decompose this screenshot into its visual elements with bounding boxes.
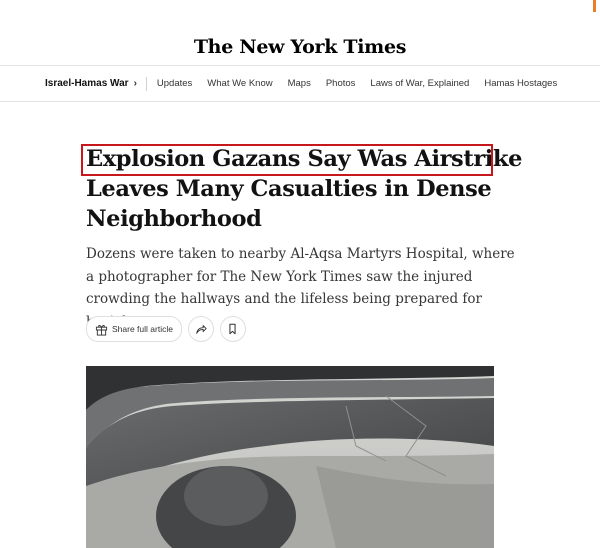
- save-button[interactable]: [220, 316, 246, 342]
- nav-section-title[interactable]: [45, 78, 146, 89]
- chevron-right-icon: ›: [133, 78, 137, 89]
- scroll-indicator: [593, 0, 596, 12]
- nav-link-maps[interactable]: Maps: [287, 78, 311, 89]
- share-arrow-icon: [195, 323, 207, 335]
- article-summary: Dozens were taken to nearby Al-Aqsa Martyrs Hospital, where a photographer for The New York Times saw the injured crowding the hallways and the lifeless being prepared for: [86, 246, 515, 307]
- nav-link-photos[interactable]: Photos: [325, 78, 356, 89]
- bookmark-icon: [227, 323, 238, 335]
- nav-link-what-we-know[interactable]: What We Know: [207, 78, 273, 89]
- section-navbar: [0, 65, 600, 102]
- nav-divider: [146, 77, 147, 91]
- article-lead-photo: [86, 366, 494, 548]
- nav-link-laws-of-war[interactable]: Laws of War, Explained: [370, 78, 470, 89]
- nav-section-label: Israel-Hamas War: [45, 78, 129, 89]
- share-full-article-button[interactable]: [86, 316, 182, 342]
- nyt-logo[interactable]: The New York Times: [193, 36, 407, 58]
- nav-link-hamas-hostages[interactable]: Hamas Hostages: [484, 78, 558, 89]
- share-full-article-label: Share full article: [112, 324, 173, 334]
- gift-icon: [95, 323, 108, 336]
- nav-link-updates[interactable]: Updates: [156, 78, 193, 89]
- car-window-photo: [86, 366, 494, 548]
- article-headline: Explosion Gazans Say Was Airstrike Leaves Many Casualties in Dense Neighborhood: [86, 146, 523, 232]
- article-actions: [86, 316, 246, 342]
- share-button[interactable]: [188, 316, 214, 342]
